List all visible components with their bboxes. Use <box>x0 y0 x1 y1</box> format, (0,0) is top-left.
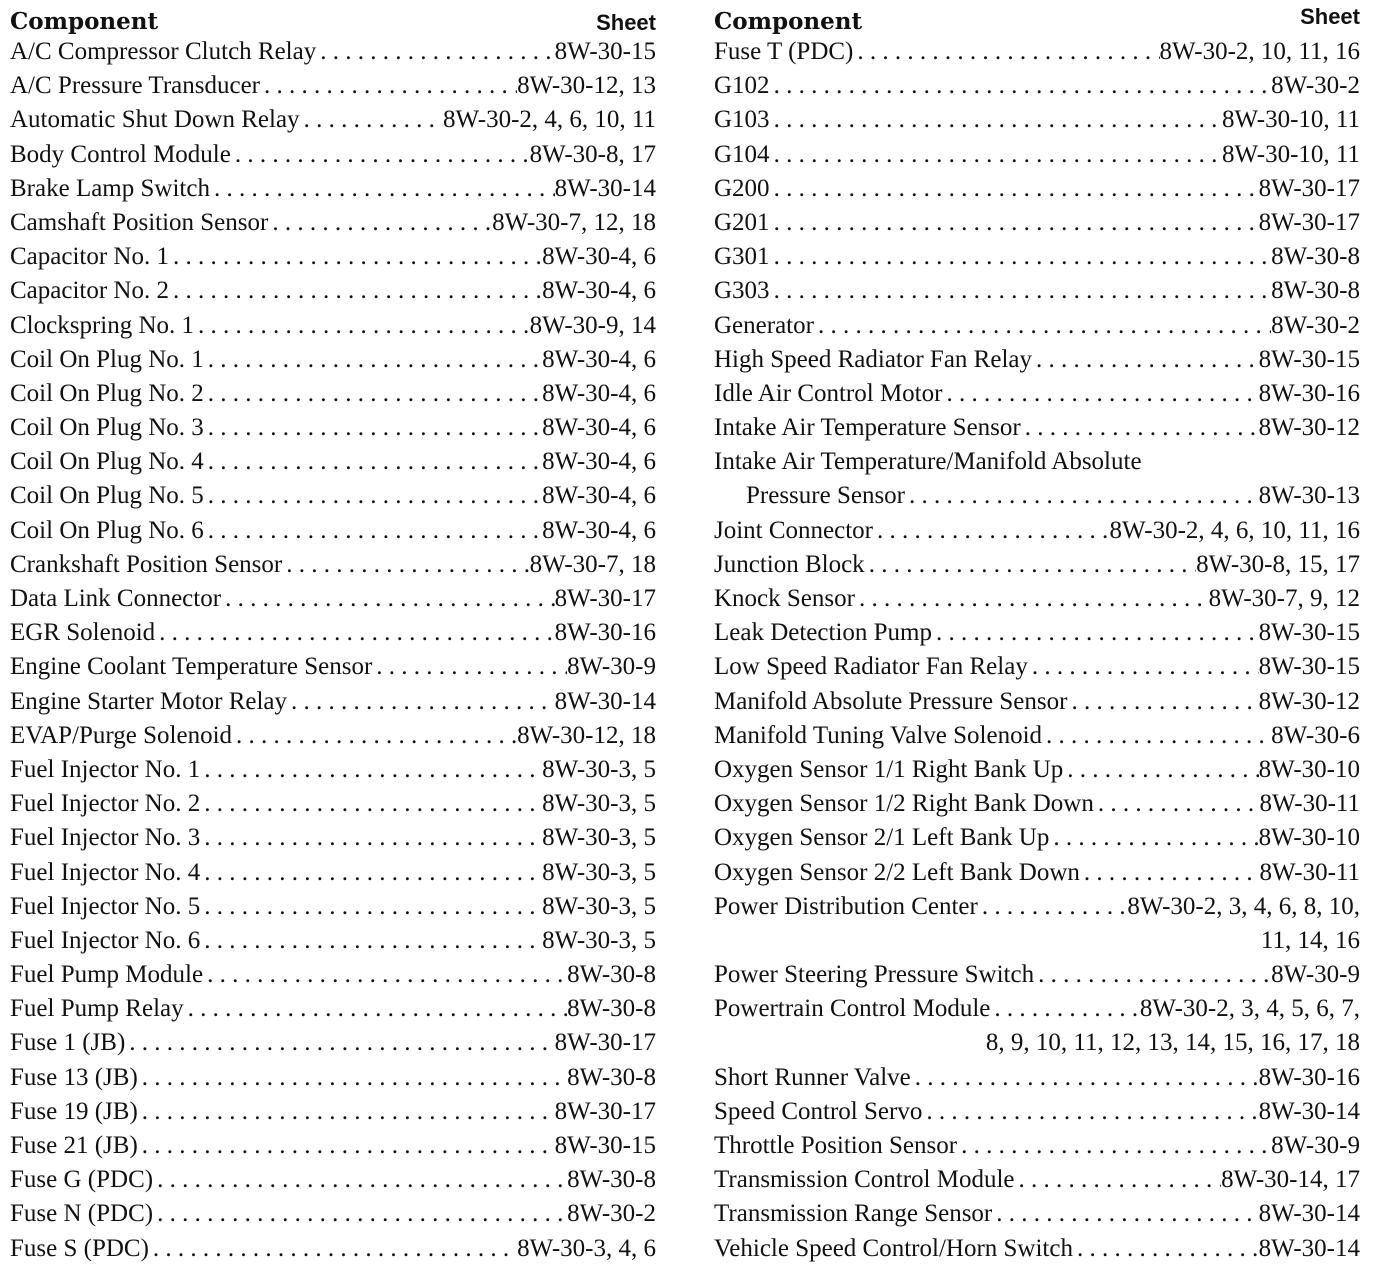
component-name: Idle Air Control Motor <box>714 379 943 407</box>
sheet-reference: 8W-30-8 <box>1271 277 1360 305</box>
sheet-reference-continuation: 8, 9, 10, 11, 12, 13, 14, 15, 16, 17, 18 <box>985 1029 1360 1057</box>
component-name: G102 <box>714 72 770 100</box>
sheet-reference: 8W-30-17 <box>1258 174 1360 202</box>
index-entry <box>10 1200 656 1234</box>
dot-leader <box>200 756 542 784</box>
index-entry <box>10 619 656 653</box>
index-entry <box>10 1132 656 1166</box>
column-header <box>10 4 656 38</box>
index-entry <box>714 38 1360 72</box>
component-name: Data Link Connector <box>10 585 222 612</box>
dot-leader <box>204 517 542 545</box>
index-entry <box>714 380 1360 414</box>
component-name: Coil On Plug No. 1 <box>10 345 204 373</box>
sheet-reference: 8W-30-12, 13 <box>517 72 656 100</box>
dot-leader <box>990 995 1140 1023</box>
component-name: G200 <box>714 174 770 202</box>
sheet-reference: 8W-30-2, 4, 6, 10, 11 <box>443 106 656 134</box>
dot-leader <box>853 38 1159 66</box>
dot-leader <box>978 893 1128 921</box>
index-entry <box>10 346 656 380</box>
sheet-reference: 8W-30-3, 5 <box>542 790 656 818</box>
component-name: Fuel Injector No. 5 <box>10 892 201 920</box>
dot-leader <box>221 585 555 613</box>
sheet-reference: 8W-30-2, 10, 11, 16 <box>1159 38 1360 65</box>
component-name: G104 <box>714 140 770 168</box>
index-entry <box>714 1132 1360 1166</box>
index-entry <box>714 106 1360 140</box>
component-name: Crankshaft Position Sensor <box>10 550 283 578</box>
component-name: Fuse 19 (JB) <box>10 1097 138 1125</box>
sheet-reference: 8W-30-8 <box>1271 243 1360 271</box>
index-entry <box>10 482 656 516</box>
component-name: Engine Starter Motor Relay <box>10 687 288 715</box>
index-entry-continuation <box>714 482 1360 516</box>
component-name: G303 <box>714 277 770 305</box>
component-header: Component <box>714 8 863 35</box>
sheet-reference: 8W-30-10 <box>1258 755 1360 783</box>
component-name: Capacitor No. 1 <box>10 243 169 271</box>
component-name: Power Distribution Center <box>714 892 978 920</box>
sheet-header: Sheet <box>1300 4 1360 29</box>
dot-leader <box>922 1098 1258 1126</box>
component-header: Component <box>10 8 159 35</box>
component-name: Oxygen Sensor 2/2 Left Bank Down <box>714 858 1080 886</box>
component-name: Oxygen Sensor 1/2 Right Bank Down <box>714 790 1094 818</box>
sheet-reference: 8W-30-4, 6 <box>542 277 656 305</box>
sheet-reference: 8W-30-8 <box>567 961 656 989</box>
index-entry <box>10 1235 656 1269</box>
component-name: A/C Compressor Clutch Relay <box>10 38 317 65</box>
dot-leader <box>770 175 1259 203</box>
sheet-reference: 8W-30-15 <box>1258 653 1360 681</box>
component-name: Fuse 21 (JB) <box>10 1132 138 1159</box>
index-entry <box>10 585 656 619</box>
index-entry <box>714 312 1360 346</box>
sheet-reference: 8W-30-3, 5 <box>542 824 656 852</box>
dot-leader <box>1021 414 1259 442</box>
index-entry <box>714 859 1360 893</box>
component-name: Power Steering Pressure Switch <box>714 961 1035 989</box>
dot-leader <box>204 482 542 510</box>
index-entry <box>714 893 1360 927</box>
dot-leader <box>911 1064 1259 1092</box>
component-name: Intake Air Temperature Sensor <box>714 414 1021 442</box>
component-name: A/C Pressure Transducer <box>10 72 260 100</box>
index-entry <box>714 175 1360 209</box>
dot-leader <box>855 585 1209 613</box>
index-entry <box>10 38 656 72</box>
dot-leader <box>300 106 443 134</box>
sheet-reference: 8W-30-8 <box>567 1063 656 1091</box>
dot-leader <box>260 72 517 100</box>
index-entry <box>10 312 656 346</box>
sheet-reference: 8W-30-15 <box>554 38 656 65</box>
sheet-reference: 8W-30-4, 6 <box>542 379 656 407</box>
sheet-reference: 8W-30-3, 5 <box>542 858 656 886</box>
right-column <box>714 4 1360 1269</box>
component-name: Oxygen Sensor 1/1 Right Bank Up <box>714 755 1064 783</box>
sheet-reference: 8W-30-2 <box>1271 311 1360 339</box>
sheet-reference: 8W-30-13 <box>1258 482 1360 510</box>
sheet-reference: 8W-30-2, 4, 6, 10, 11, 16 <box>1109 516 1360 544</box>
sheet-reference: 8W-30-12, 18 <box>517 721 656 749</box>
sheet-reference: 8W-30-2, 3, 4, 6, 8, 10, <box>1127 892 1360 920</box>
component-name: Automatic Shut Down Relay <box>10 106 300 134</box>
dot-leader <box>194 312 530 340</box>
component-name: Coil On Plug No. 4 <box>10 448 204 476</box>
component-name: Engine Coolant Temperature Sensor <box>10 653 373 681</box>
component-name: G301 <box>714 243 770 271</box>
index-entry <box>10 927 656 961</box>
dot-leader <box>287 688 555 716</box>
component-name: Coil On Plug No. 3 <box>10 414 204 442</box>
index-entry-continuation <box>714 927 1360 961</box>
sheet-reference: 8W-30-15 <box>554 1132 656 1159</box>
component-name: G201 <box>714 208 770 236</box>
sheet-reference: 8W-30-14 <box>554 174 656 202</box>
dot-leader <box>204 448 542 476</box>
dot-leader <box>149 1235 517 1263</box>
index-entry <box>714 1235 1360 1269</box>
dot-leader <box>1034 961 1271 989</box>
component-name: Transmission Control Module <box>714 1166 1015 1194</box>
index-entry <box>10 72 656 106</box>
component-name: Vehicle Speed Control/Horn Switch <box>714 1234 1073 1262</box>
sheet-reference: 8W-30-4, 6 <box>542 345 656 373</box>
component-name: Speed Control Servo <box>714 1097 923 1125</box>
sheet-reference: 8W-30-16 <box>1258 1063 1360 1091</box>
dot-leader <box>1028 653 1259 681</box>
sheet-reference: 8W-30-3, 5 <box>542 755 656 783</box>
index-entry <box>714 1166 1360 1200</box>
component-name: Capacitor No. 2 <box>10 277 169 305</box>
dot-leader <box>200 790 542 818</box>
sheet-reference: 8W-30-4, 6 <box>542 516 656 544</box>
dot-leader <box>770 209 1259 237</box>
sheet-reference: 8W-30-17 <box>1258 208 1360 236</box>
component-name: Manifold Tuning Valve Solenoid <box>714 721 1043 749</box>
dot-leader <box>232 722 517 750</box>
index-entry <box>10 380 656 414</box>
index-entry <box>714 448 1360 482</box>
dot-leader <box>153 1166 567 1194</box>
index-entry <box>714 243 1360 277</box>
component-name: Brake Lamp Switch <box>10 174 210 202</box>
sheet-reference: 8W-30-3, 5 <box>542 892 656 920</box>
dot-leader <box>203 961 567 989</box>
dot-leader <box>200 824 542 852</box>
dot-leader <box>316 38 554 66</box>
sheet-reference: 8W-30-7, 12, 18 <box>492 208 656 236</box>
dot-leader <box>1073 1235 1259 1263</box>
sheet-reference: 8W-30-4, 6 <box>542 448 656 476</box>
index-entry <box>714 414 1360 448</box>
index-entry <box>714 141 1360 175</box>
component-name: Throttle Position Sensor <box>714 1132 958 1159</box>
sheet-reference-continuation: 11, 14, 16 <box>1260 926 1360 954</box>
index-entry-continuation <box>714 1029 1360 1063</box>
index-entry <box>10 688 656 722</box>
dot-leader <box>770 141 1222 169</box>
component-name: Fuel Injector No. 1 <box>10 755 201 783</box>
dot-leader <box>169 243 542 271</box>
component-list <box>10 38 656 1269</box>
dot-leader <box>372 653 567 681</box>
dot-leader <box>770 243 1272 271</box>
sheet-reference: 8W-30-10, 11 <box>1222 140 1360 168</box>
sheet-reference: 8W-30-9, 14 <box>529 311 656 339</box>
dot-leader <box>1042 722 1271 750</box>
index-entry <box>10 722 656 756</box>
component-name: EVAP/Purge Solenoid <box>10 721 233 749</box>
dot-leader <box>169 277 542 305</box>
index-entry <box>10 1064 656 1098</box>
sheet-reference: 8W-30-6 <box>1271 721 1360 749</box>
dot-leader <box>992 1200 1258 1228</box>
sheet-reference: 8W-30-11 <box>1259 790 1360 818</box>
index-entry <box>10 243 656 277</box>
dot-leader <box>1063 756 1258 784</box>
dot-leader <box>200 927 542 955</box>
dot-leader <box>1032 346 1259 374</box>
component-name: Powertrain Control Module <box>714 995 991 1023</box>
component-list <box>714 38 1360 1269</box>
component-name: G103 <box>714 106 770 134</box>
component-name: Fuel Pump Relay <box>10 995 184 1023</box>
sheet-reference: 8W-30-3, 5 <box>542 926 656 954</box>
sheet-reference: 8W-30-8, 17 <box>529 140 656 168</box>
index-entry <box>10 961 656 995</box>
component-name: Junction Block <box>714 550 865 578</box>
index-entry <box>714 619 1360 653</box>
sheet-reference: 8W-30-14 <box>1258 1200 1360 1228</box>
component-name: Leak Detection Pump <box>714 619 932 647</box>
sheet-reference: 8W-30-7, 9, 12 <box>1208 585 1360 612</box>
dot-leader <box>814 312 1271 340</box>
sheet-reference: 8W-30-17 <box>554 1097 656 1125</box>
dot-leader <box>770 277 1272 305</box>
sheet-reference: 8W-30-2 <box>567 1200 656 1228</box>
dot-leader <box>138 1064 567 1092</box>
dot-leader <box>1015 1166 1222 1194</box>
component-name: Body Control Module <box>10 140 231 168</box>
dot-leader <box>138 1098 555 1126</box>
sheet-reference: 8W-30-14 <box>554 687 656 715</box>
sheet-reference: 8W-30-2, 3, 4, 5, 6, 7, <box>1139 995 1360 1023</box>
component-name: EGR Solenoid <box>10 619 156 647</box>
dot-leader <box>1094 790 1260 818</box>
index-entry <box>714 995 1360 1029</box>
component-name: Coil On Plug No. 6 <box>10 516 204 544</box>
component-name: Fuse 1 (JB) <box>10 1029 126 1057</box>
sheet-header: Sheet <box>596 10 656 35</box>
index-entry <box>714 1200 1360 1234</box>
sheet-reference: 8W-30-9 <box>1271 961 1360 989</box>
index-entry <box>714 585 1360 619</box>
sheet-reference: 8W-30-16 <box>554 619 656 647</box>
dot-leader <box>231 141 530 169</box>
dot-leader <box>204 414 542 442</box>
dot-leader <box>138 1132 555 1160</box>
component-name: Joint Connector <box>714 516 874 544</box>
dot-leader <box>1049 824 1258 852</box>
index-entry <box>714 72 1360 106</box>
index-entry <box>10 790 656 824</box>
index-entry <box>10 448 656 482</box>
dot-leader <box>200 893 542 921</box>
sheet-reference: 8W-30-9 <box>1271 1132 1360 1159</box>
index-entry <box>714 722 1360 756</box>
sheet-reference: 8W-30-9 <box>567 653 656 681</box>
sheet-reference: 8W-30-11 <box>1259 858 1360 886</box>
component-name: Fuel Injector No. 6 <box>10 926 201 954</box>
index-entry <box>10 106 656 140</box>
index-entry <box>714 277 1360 311</box>
left-column <box>10 4 656 1269</box>
component-name: Transmission Range Sensor <box>714 1200 993 1228</box>
index-entry <box>10 414 656 448</box>
dot-leader <box>155 619 554 647</box>
dot-leader <box>204 380 542 408</box>
dot-leader <box>268 209 492 237</box>
index-entry <box>10 277 656 311</box>
dot-leader <box>184 995 568 1023</box>
dot-leader <box>873 517 1110 545</box>
index-entry <box>714 824 1360 858</box>
index-entry <box>714 1064 1360 1098</box>
sheet-reference: 8W-30-10 <box>1258 824 1360 852</box>
sheet-reference: 8W-30-17 <box>554 1029 656 1057</box>
sheet-reference: 8W-30-4, 6 <box>542 414 656 442</box>
dot-leader <box>282 551 529 579</box>
component-name: Short Runner Valve <box>714 1063 911 1091</box>
index-entry <box>10 1098 656 1132</box>
component-name: Fuel Injector No. 3 <box>10 824 201 852</box>
dot-leader <box>200 859 542 887</box>
sheet-reference: 8W-30-4, 6 <box>542 482 656 510</box>
dot-leader <box>770 106 1222 134</box>
dot-leader <box>942 380 1258 408</box>
component-name: Oxygen Sensor 2/1 Left Bank Up <box>714 824 1050 852</box>
dot-leader <box>125 1029 554 1057</box>
component-name: Generator <box>714 311 814 339</box>
index-entry <box>714 756 1360 790</box>
index-entry <box>10 141 656 175</box>
index-entry <box>714 688 1360 722</box>
index-entry <box>10 1029 656 1063</box>
dot-leader <box>905 482 1259 510</box>
component-name: Manifold Absolute Pressure Sensor <box>714 687 1068 715</box>
dot-leader <box>865 551 1196 579</box>
sheet-reference: 8W-30-14 <box>1258 1234 1360 1262</box>
index-entry <box>714 346 1360 380</box>
component-name: Camshaft Position Sensor <box>10 208 269 236</box>
dot-leader <box>1067 688 1258 716</box>
index-entry <box>714 961 1360 995</box>
column-header <box>714 4 1360 38</box>
dot-leader <box>153 1200 567 1228</box>
index-entry <box>714 1098 1360 1132</box>
sheet-reference: 8W-30-4, 6 <box>542 243 656 271</box>
index-entry <box>10 1166 656 1200</box>
sheet-reference: 8W-30-2 <box>1271 72 1360 100</box>
component-name-continuation: Pressure Sensor <box>746 482 906 510</box>
component-name: Intake Air Temperature/Manifold Absolute <box>714 448 1142 476</box>
sheet-reference: 8W-30-3, 4, 6 <box>517 1234 656 1262</box>
index-entry <box>714 551 1360 585</box>
index-entry <box>10 756 656 790</box>
component-name: High Speed Radiator Fan Relay <box>714 345 1032 373</box>
index-entry <box>10 859 656 893</box>
sheet-reference: 8W-30-8 <box>567 995 656 1023</box>
sheet-reference: 8W-30-14, 17 <box>1221 1166 1360 1194</box>
component-name: Fuse G (PDC) <box>10 1166 154 1194</box>
dot-leader <box>957 1132 1271 1160</box>
index-entry <box>10 175 656 209</box>
dot-leader <box>932 619 1259 647</box>
component-name: Clockspring No. 1 <box>10 311 195 339</box>
index-entry <box>714 209 1360 243</box>
component-name: Fuse T (PDC) <box>714 38 854 65</box>
sheet-reference: 8W-30-14 <box>1258 1097 1360 1125</box>
sheet-reference: 8W-30-7, 18 <box>529 550 656 578</box>
dot-leader <box>770 72 1272 100</box>
sheet-reference: 8W-30-10, 11 <box>1222 106 1360 134</box>
sheet-reference: 8W-30-15 <box>1258 619 1360 647</box>
sheet-reference: 8W-30-12 <box>1258 687 1360 715</box>
dot-leader <box>210 175 555 203</box>
dot-leader <box>1080 859 1260 887</box>
dot-leader <box>204 346 542 374</box>
index-entry <box>10 517 656 551</box>
sheet-reference: 8W-30-8 <box>567 1166 656 1194</box>
component-name: Fuse N (PDC) <box>10 1200 154 1228</box>
sheet-reference: 8W-30-17 <box>554 585 656 612</box>
index-entry <box>10 653 656 687</box>
index-entry <box>10 995 656 1029</box>
index-entry <box>714 653 1360 687</box>
index-entry <box>714 790 1360 824</box>
component-name: Coil On Plug No. 2 <box>10 379 204 407</box>
component-name: Low Speed Radiator Fan Relay <box>714 653 1028 681</box>
sheet-reference: 8W-30-16 <box>1258 379 1360 407</box>
component-name: Knock Sensor <box>714 585 855 612</box>
index-entry <box>10 893 656 927</box>
component-name: Fuel Injector No. 2 <box>10 790 201 818</box>
sheet-reference: 8W-30-8, 15, 17 <box>1196 550 1360 578</box>
sheet-reference: 8W-30-12 <box>1258 414 1360 442</box>
index-entry <box>10 209 656 243</box>
index-entry <box>714 517 1360 551</box>
index-entry <box>10 824 656 858</box>
component-name: Fuse 13 (JB) <box>10 1063 138 1091</box>
sheet-reference: 8W-30-15 <box>1258 345 1360 373</box>
component-name: Fuse S (PDC) <box>10 1234 149 1262</box>
index-entry <box>10 551 656 585</box>
component-name: Coil On Plug No. 5 <box>10 482 204 510</box>
component-name: Fuel Injector No. 4 <box>10 858 201 886</box>
component-name: Fuel Pump Module <box>10 961 204 989</box>
